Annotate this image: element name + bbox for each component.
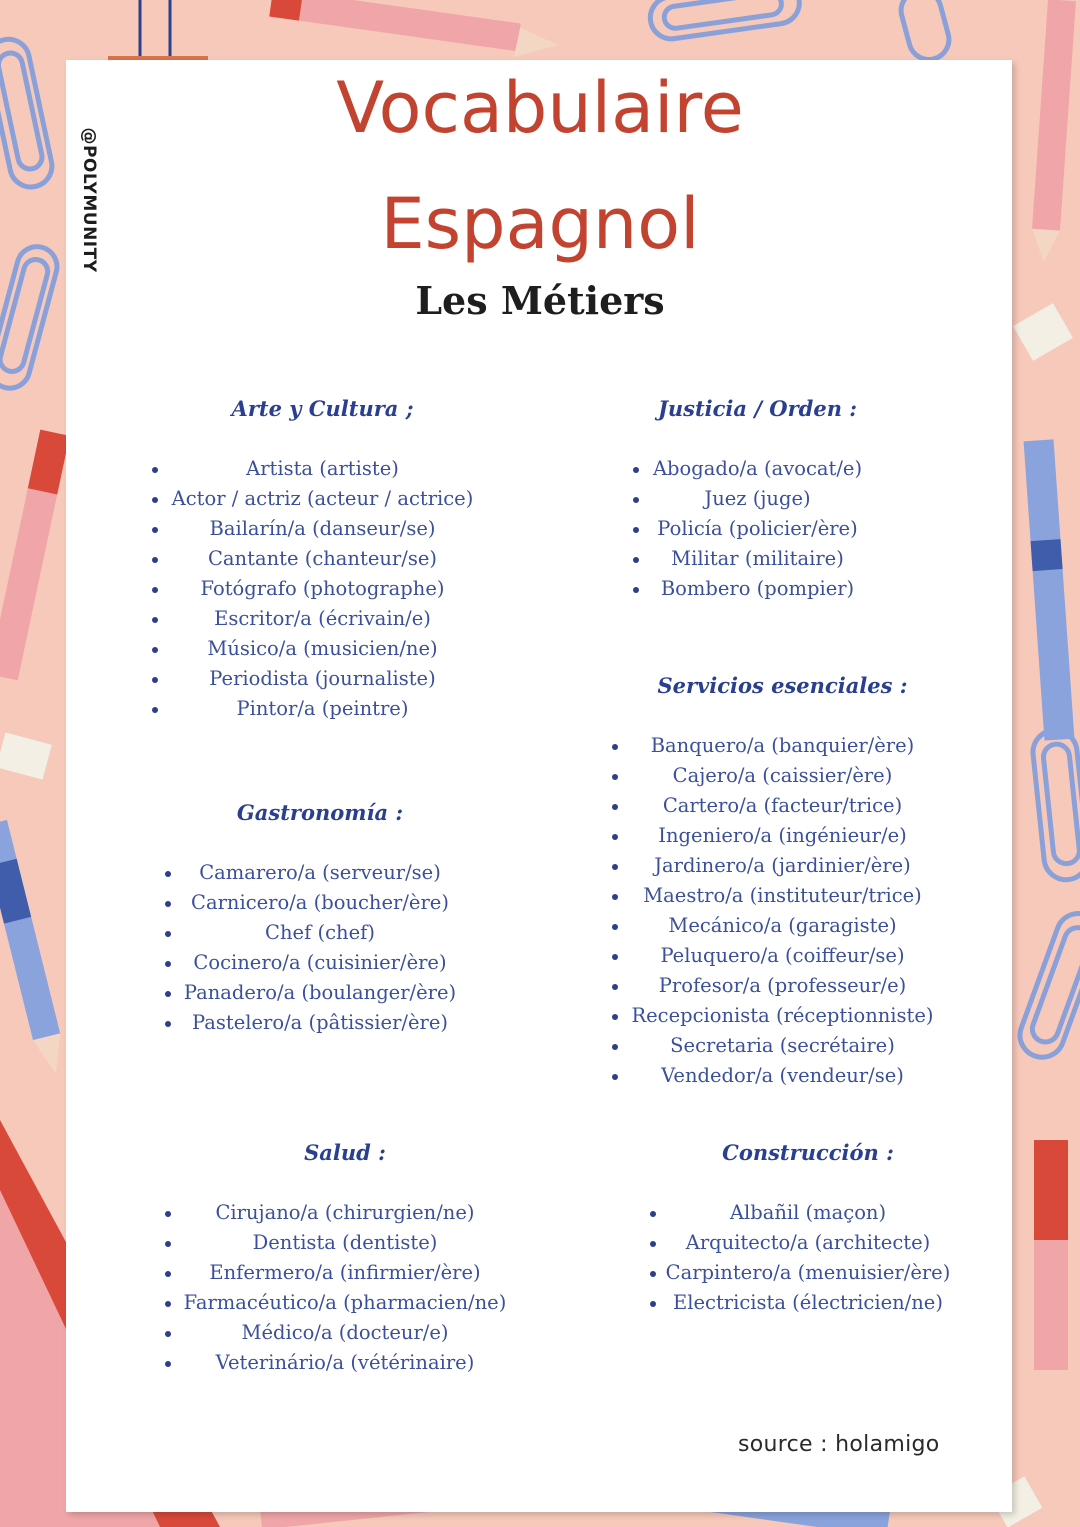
section-heading: Arte y Cultura ; [231,396,414,421]
list-item: Juez (juge) [630,484,885,514]
list-item: Dentista (dentiste) [165,1228,525,1258]
pen-icon [1024,439,1075,740]
list-item: Profesor/a (professeur/e) [610,971,955,1001]
section-heading: Gastronomía : [236,800,404,825]
section-heading: Justicia / Orden : [657,396,858,421]
page-subtitle: Les Métiers [415,278,665,323]
list-item: Cantante (chanteur/se) [150,544,495,574]
vocab-list [165,1198,525,1378]
list-item: Secretaria (secrétaire) [610,1031,955,1061]
list-item: Chef (chef) [165,918,475,948]
list-item: Actor / actriz (acteur / actrice) [150,484,495,514]
paperclip-icon [897,0,954,64]
list-item: Bombero (pompier) [630,574,885,604]
paperclip-icon [1031,728,1080,882]
list-item: Vendedor/a (vendeur/se) [610,1061,955,1091]
list-item: Músico/a (musicien/ne) [150,634,495,664]
page-title-line2: Espagnol [380,183,700,265]
list-item: Escritor/a (écrivain/e) [150,604,495,634]
list-item: Farmacéutico/a (pharmacien/ne) [165,1288,525,1318]
list-item: Maestro/a (instituteur/trice) [610,881,955,911]
list-item: Veterinário/a (vétérinaire) [165,1348,525,1378]
list-item: Pastelero/a (pâtissier/ère) [165,1008,475,1038]
list-item: Ingeniero/a (ingénieur/e) [610,821,955,851]
list-item: Médico/a (docteur/e) [165,1318,525,1348]
list-item: Banquero/a (banquier/ère) [610,731,955,761]
list-item: Enfermero/a (infirmier/ère) [165,1258,525,1288]
list-item: Cocinero/a (cuisinier/ère) [165,948,475,978]
pencil-icon [1034,1140,1068,1370]
section-heading: Construcción : [722,1140,894,1165]
list-item: Cirujano/a (chirurgien/ne) [165,1198,525,1228]
pencil-icon [0,820,69,1077]
list-item: Recepcionista (réceptionniste) [610,1001,955,1031]
paperclip-icon [1014,907,1080,1063]
section-heading: Salud : [304,1140,386,1165]
page-title-line1: Vocabulaire [336,67,744,149]
pencil-icon [269,0,560,63]
list-item: Electricista (électricien/ne) [648,1288,968,1318]
vocab-list [630,454,885,604]
vocab-list [150,454,495,724]
binder-clip-icon [0,732,52,779]
list-item: Policía (policier/ère) [630,514,885,544]
list-item: Artista (artiste) [150,454,495,484]
list-item: Carpintero/a (menuisier/ère) [648,1258,968,1288]
list-item: Fotógrafo (photographe) [150,574,495,604]
list-item: Bailarín/a (danseur/se) [150,514,495,544]
list-item: Militar (militaire) [630,544,885,574]
pencil-icon [0,430,70,681]
list-item: Peluquero/a (coiffeur/se) [610,941,955,971]
list-item: Panadero/a (boulanger/ère) [165,978,475,1008]
list-item: Jardinero/a (jardinier/ère) [610,851,955,881]
vocab-list [165,858,475,1038]
list-item: Abogado/a (avocat/e) [630,454,885,484]
paperclip-icon [648,0,802,42]
list-item: Pintor/a (peintre) [150,694,495,724]
section-heading: Servicios esenciales : [657,673,908,698]
vocab-list [610,731,955,1091]
list-item: Mecánico/a (garagiste) [610,911,955,941]
list-item: Albañil (maçon) [648,1198,968,1228]
source-credit: source : holamigo [738,1432,940,1457]
list-item: Carnicero/a (boucher/ère) [165,888,475,918]
list-item: Camarero/a (serveur/se) [165,858,475,888]
list-item: Arquitecto/a (architecte) [648,1228,968,1258]
list-item: Cartero/a (facteur/trice) [610,791,955,821]
list-item: Cajero/a (caissier/ère) [610,761,955,791]
social-handle-text: @POLYMUNITY [79,127,99,273]
vocab-list [648,1198,968,1318]
list-item: Periodista (journaliste) [150,664,495,694]
